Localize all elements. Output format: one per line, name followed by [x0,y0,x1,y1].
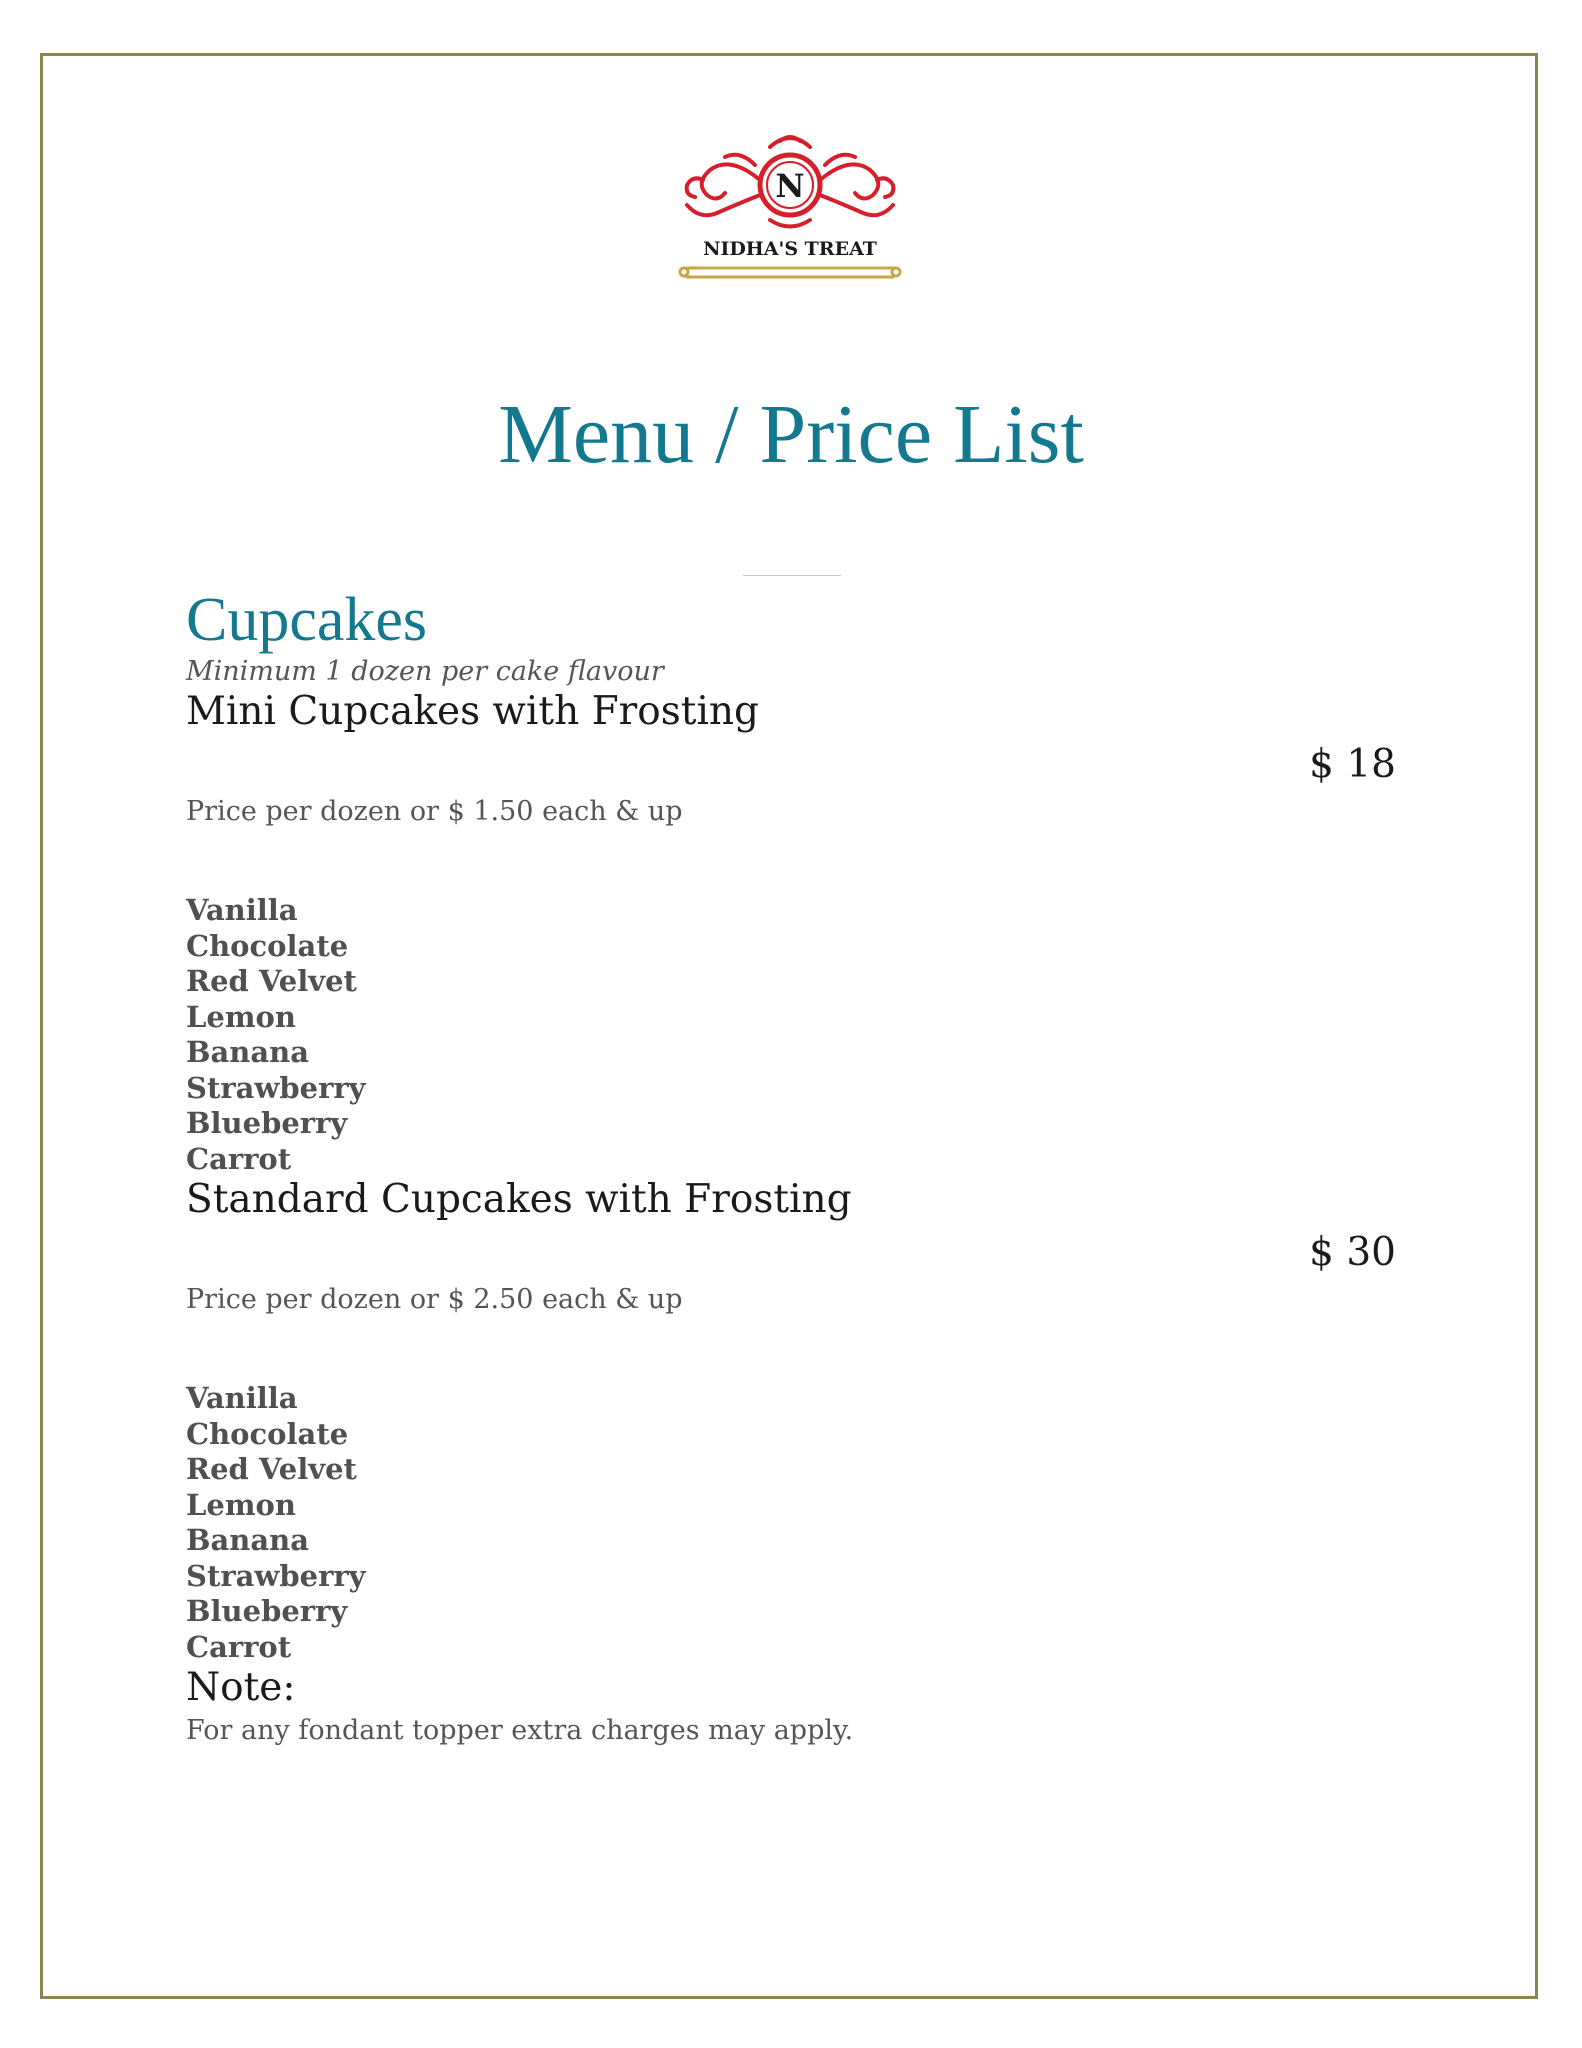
price-row [186,1223,1406,1283]
menu-item-standard-cupcakes [186,1177,1406,1665]
note-text: For any fondant topper extra charges may apply. [186,1715,854,1746]
section-note: Minimum 1 dozen per cake flavour [186,656,664,687]
logo-name: NIDHA'S TREAT [703,238,877,260]
page-title: Menu / Price List [498,388,1084,481]
flavour-item: Blueberry [186,1106,348,1140]
flavour-item: Strawberry [186,1070,366,1105]
note-label: Note: [186,1665,296,1710]
flavour-item: Banana [186,1523,310,1557]
item-name: Mini Cupcakes with Frosting [186,689,760,734]
logo-letter: N [775,167,805,205]
nidhas-treat-logo [675,125,905,290]
flavour-item: Lemon [186,1487,296,1522]
flavour-item: Banana [186,1035,310,1069]
flavour-item: Vanilla [186,1381,298,1415]
price-note: Price per dozen or $ 1.50 each & up [186,796,683,827]
flavour-item: Carrot [186,1141,292,1176]
flavour-item: Carrot [186,1629,292,1664]
flavour-item: Vanilla [186,893,298,927]
title-divider [743,575,841,576]
menu-content [186,585,1406,1751]
flavour-item: Blueberry [186,1594,348,1628]
flavour-list [186,1381,1406,1665]
flavour-item: Lemon [186,999,296,1034]
item-price: $ 30 [1309,1230,1396,1275]
flavour-item: Chocolate [186,928,349,963]
section-title: Cupcakes [186,586,428,654]
flavour-item: Red Velvet [186,964,357,998]
flavour-list [186,893,1406,1177]
price-note: Price per dozen or $ 2.50 each & up [186,1284,683,1315]
item-name: Standard Cupcakes with Frosting [186,1177,852,1222]
item-price: $ 18 [1309,742,1396,787]
flavour-item: Strawberry [186,1558,366,1593]
flavour-item: Chocolate [186,1416,349,1451]
menu-item-mini-cupcakes [186,689,1406,1177]
flavour-item: Red Velvet [186,1452,357,1486]
price-row [186,735,1406,795]
